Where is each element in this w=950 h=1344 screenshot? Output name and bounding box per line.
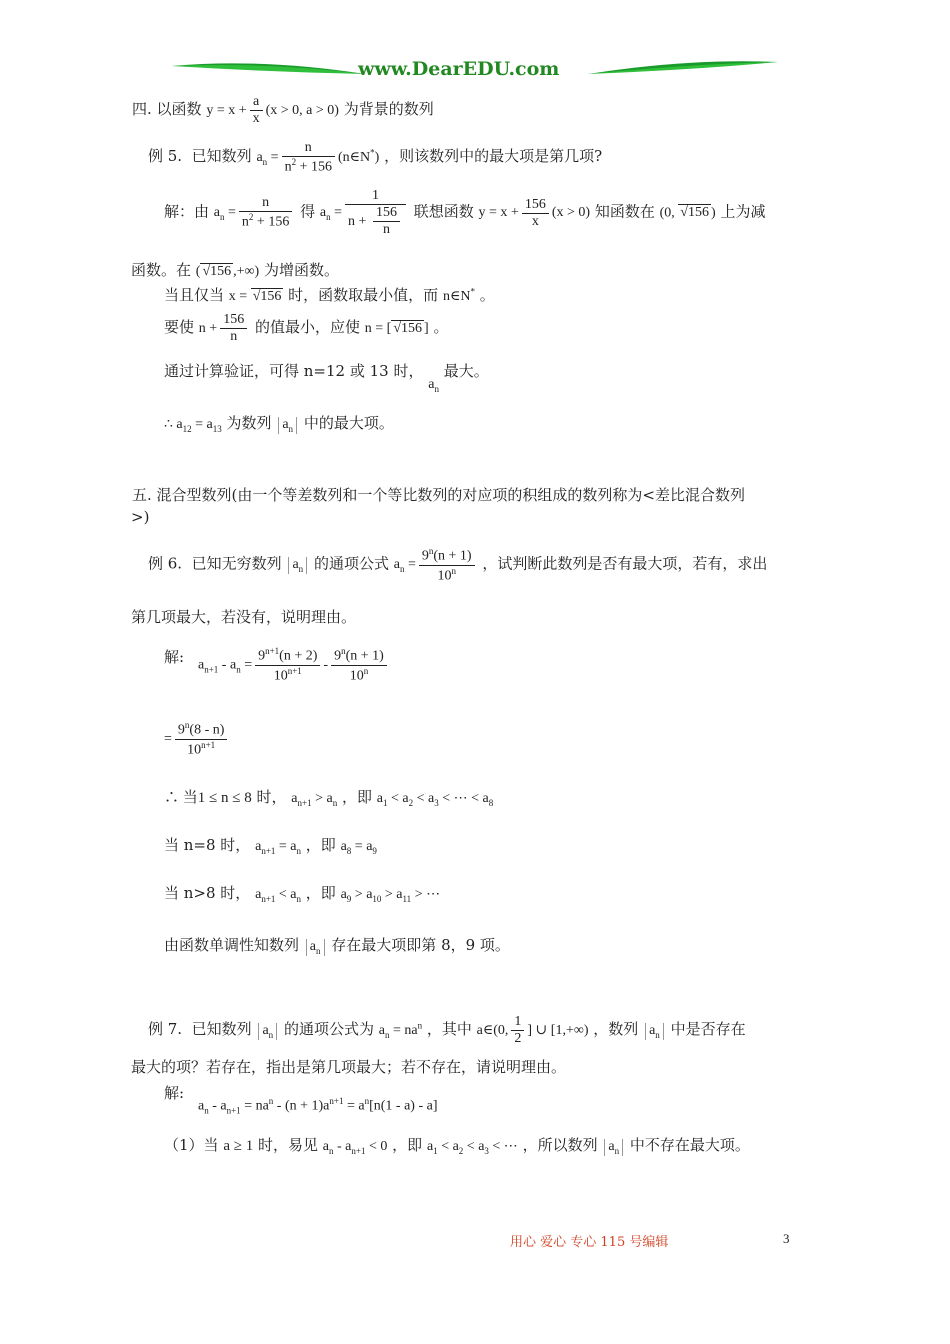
example6-conclusion: 由函数单调性知数列 $a_n$ 存在最大项即第 8，9 项。 (164, 936, 510, 956)
example5-solution-line1: 解：由 $a_n$ = $\frac{n}{n^2 + 156}$ 得 $a_n$ = 1 n + $\frac{156}{n}$ 联想函数 y = x + $\frac{156}{x}$ (x > 0) 知函数在 (0, √156 ) 上为减 (164, 188, 766, 238)
conclusion-post: 存在最大项即第 8，9 项。 (331, 936, 510, 954)
solution-mid4: 上为减 (720, 202, 766, 221)
example6-solution-label: 解: (164, 648, 185, 666)
example6-case2: 当 n=8 时， $a_{n+1} = a_n$ ，即 $a_8 = a_9$ (164, 836, 377, 856)
case3-post: ，即 (305, 884, 336, 902)
example5-pre: 已知数列 (191, 147, 252, 166)
line4-post: 。 (433, 317, 449, 336)
example6-formula1: $a_{n+1} - a_n$ = $\frac{9^{n+1}(n + 2)}{10^{n+1}}$ - $\frac{9^n(n + 1)}{10^n}$ (198, 646, 390, 685)
example7-case1-label: （1）当 (164, 1136, 219, 1154)
example5-statement: 例 5. 已知数列 $a_n$ = $\frac{n}{n^2 + 156}$ (n∈N*) ，则该数列中的最大项是第几项? (148, 140, 603, 175)
footer-text: 用心 爱心 专心 115 号编辑 (510, 1235, 669, 1250)
solution-mid1: 得 (300, 202, 316, 221)
case2-post: ，即 (305, 836, 336, 854)
example5-post: ，则该数列中的最大项是第几项? (384, 147, 603, 166)
header-logo (170, 56, 780, 86)
line2-pre: 函数。在 (131, 261, 192, 279)
example5-line6: ∴ $a_{12} = a_{13}$ 为数列 $a_n$ 中的最大项。 (164, 414, 394, 434)
example7-mid2: ，其中 (426, 1019, 472, 1038)
example5-label: 例 5. (148, 147, 183, 166)
example7-formula: $a_n - a_{n+1} = na^n - (n + 1)a^{n+1} = a^n[n(1 - a) - a]$ (198, 1096, 438, 1116)
example7-post: 中是否存在 (670, 1019, 746, 1038)
example6-mid: 的通项公式 (313, 554, 389, 573)
section5-title: 五. 混合型数列(由一个等差数列和一个等比数列的对应项的积组成的数列称为<差比混合数列 (132, 486, 745, 504)
solution-label: 解：由 (164, 202, 210, 221)
line6-post: 中的最大项。 (303, 414, 394, 432)
case2-pre: 当 n=8 时， (164, 836, 251, 854)
example7-mid3: ，数列 (593, 1019, 639, 1038)
section4-title: 四. 以函数 y = x + $\frac{a}{x}$ (x > 0, a > 0) 为背景的数列 (132, 94, 434, 127)
line4-pre: 要使 (164, 317, 195, 336)
example7-case1-mid2: ，即 (392, 1136, 423, 1154)
case1-post: ，即 (341, 788, 372, 806)
example6-label: 例 6. (148, 554, 183, 573)
solution-mid2: 联想函数 (413, 202, 474, 221)
line3-post: 。 (479, 286, 495, 304)
section5-title-cont: >) (131, 508, 150, 526)
example7-line2: 最大的项？若存在，指出是第几项最大；若不存在，请说明理由。 (131, 1058, 567, 1076)
example6-post: ，试判断此数列是否有最大项，若有，求出 (482, 554, 768, 573)
case1-mid: 时， (256, 788, 287, 806)
line3-pre: 当且仅当 (164, 286, 225, 304)
example7-case1-mid3: ，所以数列 (522, 1136, 598, 1154)
example5-line4: 要使 n + $\frac{156}{n}$ 的值最小，应使 n = [ √156 ] 。 (164, 312, 449, 345)
section4-title-post: 为背景的数列 (343, 99, 434, 118)
line3-mid: 时，函数取最小值，而 (288, 286, 439, 304)
example5-line3: 当且仅当 x = √156 时，函数取最小值，而 n∈N* 。 (164, 286, 495, 304)
example7-case1-post: 中不存在最大项。 (629, 1136, 750, 1154)
example6-pre: 已知无穷数列 (191, 554, 282, 573)
example5-line2: 函数。在 ( √156 ,+∞) 为增函数。 (131, 261, 339, 279)
example6-case3: 当 n>8 时， $a_{n+1} < a_n$ ，即 $a_9 > a_{10} > a_{11}$ > ⋯ (164, 884, 441, 904)
example7-mid1: 的通项公式为 (283, 1019, 374, 1038)
example6-statement: 例 6. 已知无穷数列 $a_n$ 的通项公式 $a_n$ = $\frac{9^n(n + 1)}{10^n}$ ，试判断此数列是否有最大项，若有，求出 (148, 546, 768, 584)
section4-title-pre: 四. 以函数 (132, 99, 202, 118)
example5-line5: 通过计算验证，可得 n=12 或 13 时， $a_n$ 最大。 (164, 362, 489, 394)
solution-mid3: 知函数在 (594, 202, 655, 221)
example6-line2: 第几项最大，若没有，说明理由。 (131, 608, 357, 626)
example7-label: 例 7. (148, 1019, 183, 1038)
example7-statement: 例 7. 已知数列 $a_n$ 的通项公式为 $a_n = na^n$ ，其中 a∈(0, $\frac{1}{2}$ ] ∪ [1,+∞) ，数列 $a_n$ 中是否存在 (148, 1014, 746, 1047)
example7-case1-mid: 时，易见 (258, 1136, 319, 1154)
conclusion-pre: 由函数单调性知数列 (164, 936, 300, 954)
case3-pre: 当 n>8 时， (164, 884, 251, 902)
line5-post: 最大。 (443, 362, 489, 380)
example7-case1: （1）当 a ≥ 1 时，易见 $a_n - a_{n+1} < 0$ ，即 $a_1 < a_2 < a_3$ < ⋯ ，所以数列 $a_n$ 中不存在最大项。 (164, 1136, 750, 1156)
page-number: 3 (783, 1231, 790, 1246)
example7-solution-label: 解: (164, 1084, 185, 1102)
line6-mid: 为数列 (226, 414, 272, 432)
logo-text: www.DearEDU.com (358, 58, 560, 80)
example6-formula2: = $\frac{9^n(8 - n)}{10^{n+1}}$ (164, 720, 230, 759)
line5-text: 通过计算验证，可得 n=12 或 13 时， (164, 362, 424, 380)
line4-mid: 的值最小，应使 (254, 317, 360, 336)
line2-post: 为增函数。 (263, 261, 339, 279)
example7-pre: 已知数列 (191, 1019, 252, 1038)
example6-case1: ∴ 当1 ≤ n ≤ 8 时， $a_{n+1} > a_n$ ，即 $a_1 < a_2 < a_3$ < ⋯ < $a_8$ (164, 788, 494, 808)
